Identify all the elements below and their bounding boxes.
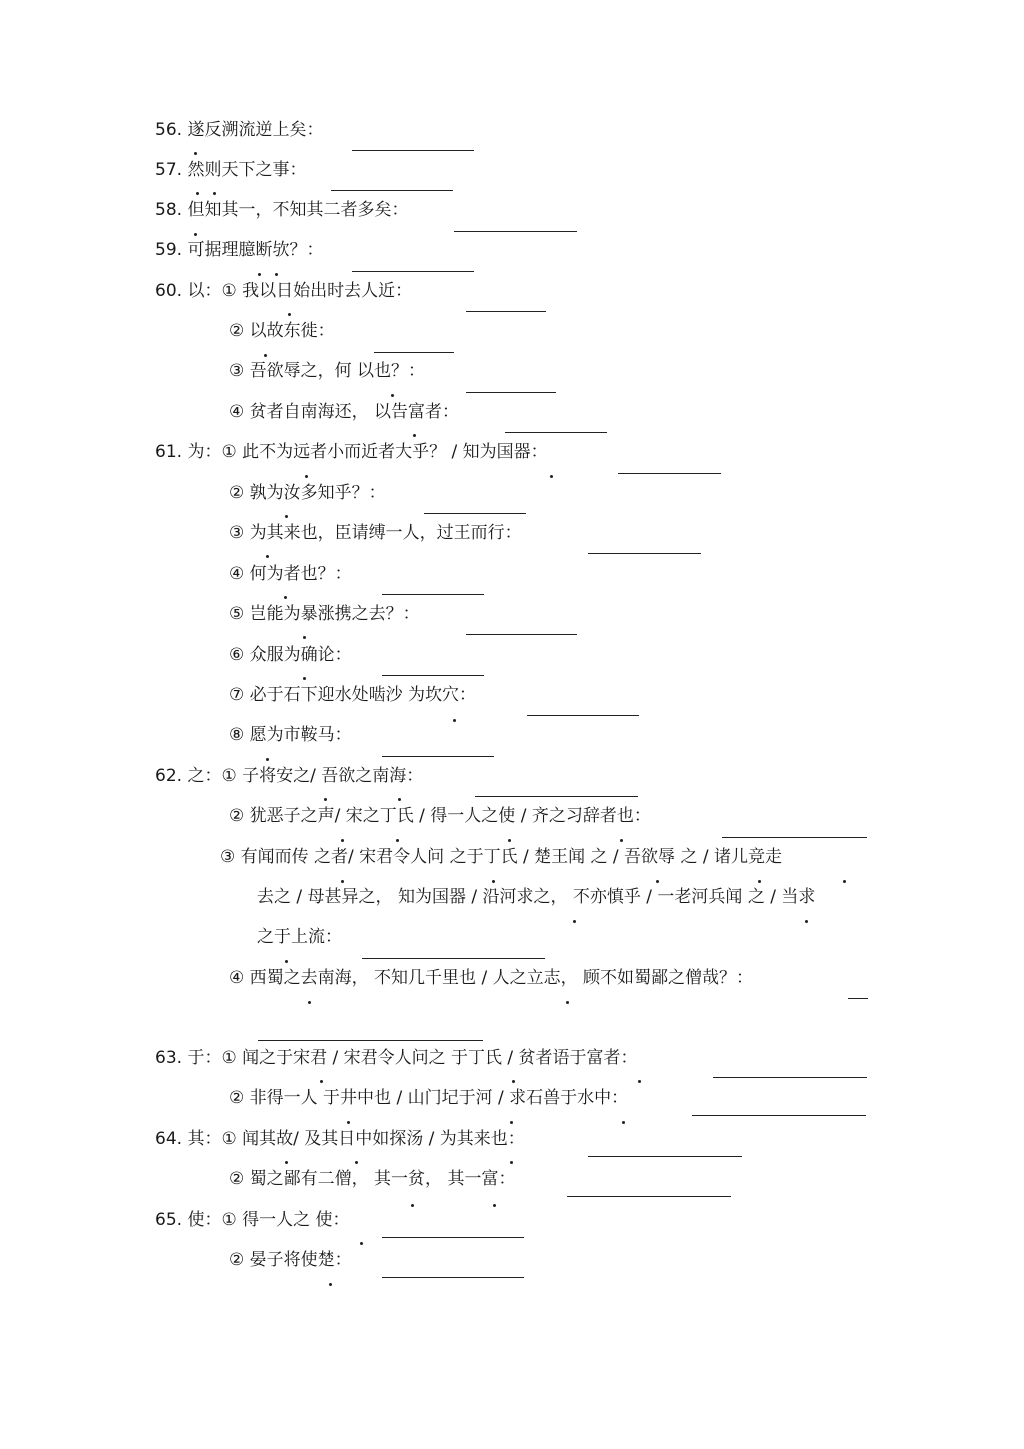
answer-blank-63-1[interactable]: [713, 1077, 867, 1078]
emphasis-dot: [492, 880, 495, 883]
emphasis-dot: [275, 273, 278, 276]
emphasis-dot: [411, 1204, 414, 1207]
question-59: 59. 可据理臆断欤？：: [155, 240, 324, 260]
question-62-4: ④ 西蜀之去南海， 不知几千里也 / 人之立志， 顾不如蜀鄙之僧哉？：: [229, 968, 753, 988]
question-60-2: ② 以故东徙：: [229, 321, 335, 341]
emphasis-dot: [285, 1161, 288, 1164]
answer-blank-61-8[interactable]: [382, 756, 494, 757]
answer-blank-60-2[interactable]: [374, 352, 454, 353]
emphasis-dot: [194, 152, 197, 155]
emphasis-dot: [258, 273, 261, 276]
answer-blank-62-1[interactable]: [475, 796, 638, 797]
emphasis-dot: [758, 880, 761, 883]
answer-blank-62-4b[interactable]: [258, 1040, 483, 1041]
answer-blank-61-5[interactable]: [466, 634, 577, 635]
emphasis-dot: [266, 758, 269, 761]
emphasis-dot: [510, 1121, 513, 1124]
emphasis-dot: [324, 798, 327, 801]
answer-blank-57[interactable]: [331, 190, 453, 191]
question-56: 56. 遂反溯流逆上矣：: [155, 120, 324, 140]
emphasis-dot: [391, 394, 394, 397]
answer-blank-60-4[interactable]: [505, 432, 607, 433]
question-58: 58. 但知其一，不知其二者多矣：: [155, 200, 409, 220]
question-61-2: ② 孰为汝多知乎？：: [229, 483, 386, 503]
emphasis-dot: [656, 880, 659, 883]
emphasis-dot: [288, 313, 291, 316]
emphasis-dot: [285, 960, 288, 963]
question-63-2: ② 非得一人 于井中也 / 山门圮于河 / 求石兽于水中：: [229, 1088, 629, 1108]
emphasis-dot: [341, 839, 344, 842]
answer-blank-63-2[interactable]: [692, 1115, 866, 1116]
emphasis-dot: [305, 475, 308, 478]
emphasis-dot: [341, 880, 344, 883]
question-60-1: 60. 以：① 我以日始出时去人近：: [155, 281, 413, 301]
emphasis-dot: [303, 636, 306, 639]
answer-blank-61-7[interactable]: [527, 715, 639, 716]
question-62-1: 62. 之：① 子将安之/ 吾欲之南海：: [155, 766, 424, 786]
emphasis-dot: [355, 1161, 358, 1164]
question-61-3: ③ 为其来也，臣请缚一人，过王而行：: [229, 523, 522, 543]
answer-blank-61-1[interactable]: [618, 473, 721, 474]
answer-blank-62-3[interactable]: [362, 958, 545, 959]
question-62-3c: 之于上流：: [257, 927, 342, 947]
emphasis-dot: [622, 1121, 625, 1124]
emphasis-dot: [510, 1161, 513, 1164]
emphasis-dot: [284, 596, 287, 599]
emphasis-dot: [508, 839, 511, 842]
emphasis-dot: [396, 839, 399, 842]
question-64-2: ② 蜀之鄙有二僧， 其一贫， 其一富：: [229, 1169, 516, 1189]
question-61-1: 61. 为：① 此不为远者小而近者大乎？ / 知为国器：: [155, 442, 548, 462]
emphasis-dot: [196, 192, 199, 195]
answer-blank-64-1[interactable]: [588, 1156, 742, 1157]
answer-blank-59[interactable]: [352, 271, 474, 272]
answer-blank-60-3[interactable]: [466, 392, 556, 393]
question-62-2: ② 犹恶子之声/ 宋之丁氏 / 得一人之使 / 齐之习辞者也：: [229, 806, 651, 826]
emphasis-dot: [347, 1121, 350, 1124]
question-64-1: 64. 其：① 闻其故/ 及其日中如探汤 / 为其来也：: [155, 1129, 525, 1149]
answer-blank-62-4a[interactable]: [848, 998, 868, 999]
question-61-5: ⑤ 岂能为暴涨携之去？：: [229, 604, 420, 624]
emphasis-dot: [303, 677, 306, 680]
emphasis-dot: [453, 719, 456, 722]
emphasis-dot: [329, 1283, 332, 1286]
answer-blank-65-2[interactable]: [382, 1277, 524, 1278]
question-60-4: ④ 贫者自南海还， 以告富者：: [229, 402, 460, 422]
answer-blank-61-2[interactable]: [424, 513, 526, 514]
emphasis-dot: [213, 192, 216, 195]
answer-blank-58[interactable]: [454, 231, 577, 232]
question-63-1: 63. 于：① 闻之于宋君 / 宋君令人问之 于丁氏 / 贫者语于富者：: [155, 1048, 638, 1068]
answer-blank-61-4[interactable]: [382, 594, 484, 595]
question-65-2: ② 晏子将使楚：: [229, 1250, 352, 1270]
emphasis-dot: [320, 1080, 323, 1083]
emphasis-dot: [264, 354, 267, 357]
question-61-8: ⑧ 愿为市鞍马：: [229, 725, 352, 745]
emphasis-dot: [566, 1001, 569, 1004]
question-61-7: ⑦ 必于石下迎水处啮沙 为坎穴：: [229, 685, 477, 705]
answer-blank-60-1[interactable]: [466, 311, 546, 312]
emphasis-dot: [194, 233, 197, 236]
answer-blank-65-1[interactable]: [382, 1237, 524, 1238]
question-65-1: 65. 使：① 得一人之 使：: [155, 1210, 350, 1230]
emphasis-dot: [805, 920, 808, 923]
emphasis-dot: [360, 1242, 363, 1245]
emphasis-dot: [550, 475, 553, 478]
question-61-6: ⑥ 众服为确论：: [229, 645, 352, 665]
emphasis-dot: [638, 1080, 641, 1083]
answer-blank-64-2[interactable]: [567, 1196, 731, 1197]
answer-blank-56[interactable]: [352, 150, 474, 151]
answer-blank-61-6[interactable]: [382, 675, 484, 676]
emphasis-dot: [573, 920, 576, 923]
emphasis-dot: [843, 880, 846, 883]
emphasis-dot: [398, 798, 401, 801]
emphasis-dot: [285, 515, 288, 518]
question-57: 57. 然则天下之事：: [155, 160, 307, 180]
answer-blank-61-3[interactable]: [588, 553, 701, 554]
emphasis-dot: [413, 434, 416, 437]
answer-blank-62-2[interactable]: [722, 837, 867, 838]
emphasis-dot: [308, 1001, 311, 1004]
question-61-4: ④ 何为者也？：: [229, 564, 352, 584]
question-62-3a: ③ 有闻而传 之者/ 宋君令人问 之于丁氏 / 楚王闻 之 / 吾欲辱 之 / 诸儿竞走: [220, 847, 782, 867]
question-60-3: ③ 吾欲辱之，何 以也？：: [229, 361, 426, 381]
emphasis-dot: [493, 1204, 496, 1207]
emphasis-dot: [266, 555, 269, 558]
emphasis-dot: [512, 1080, 515, 1083]
question-62-3b: 去之 / 母甚异之， 知为国器 / 沿河求之， 不亦慎乎 / 一老河兵闻 之 / 当求: [257, 887, 816, 907]
emphasis-dot: [620, 839, 623, 842]
